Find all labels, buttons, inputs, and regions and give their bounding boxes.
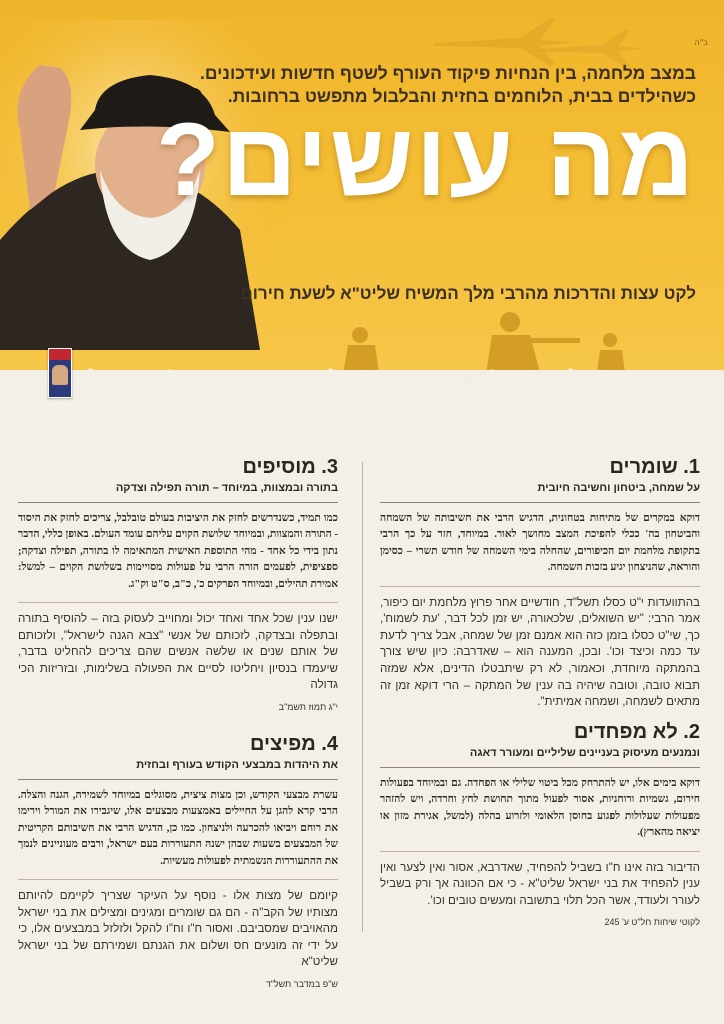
section-heading: 1. שומרים [609, 456, 700, 478]
section-paragraph: ישנו ענין שכל אחד ואחד יכול ומחוייב לעסוק בזה – להוסיף בתורה ובתפלה ובצדקה, לזכותם של אנשי "צבא הגנה לישראל", ולזכותם של אותם שנים או שלשה אנשים שהם צריכים להחליט בדבר, שיעמדו בנסיון ויחליטו לסיים את הפעולה בשלימות, ובזריזות הכי גדולה [18, 602, 338, 694]
section-paragraph: הדיבור בזה אינו ח"ו בשביל להפחיד, שאדרבא, אסור ואין לצער ואין ענין להפחיד את בני ישראל שליט"א - כי אם הכוונה אך ורק בשביל לעורר ולעודד, אשר הכל תלוי בתשובה ומעשים טובים וכו'. [380, 851, 700, 910]
section-subheading: את היהדות במבצעי הקודש בעורף ובחזית [18, 758, 338, 780]
section-source: לקוטי שיחות חל"ט ע' 245 [604, 917, 700, 928]
book-cover-thumbnail [48, 348, 72, 398]
section-2 [380, 720, 700, 927]
section-1 [380, 455, 700, 719]
section-bold-paragraph: דוקא בימים אלו, יש להתרחק מכל ביטוי שלילי או הפחדה. גם ובמיוחד בפעולות חירום, גשמיות ורוחניות, אסור לפעול מתוך תחושת לחץ וחרדה, ויש להזהר מפעולות שעלולות לפגוע בחוסן הלאומי ולזרוע בהלה (למשל, אגירת מזון או יציאה מהארץ). [380, 778, 700, 839]
column-divider [362, 462, 363, 932]
section-bold-paragraph: כמו תמיד, כשנדרשים לחזק את היציבות בעולם טובלבל, צריכים לחזק את היסוד - התורה והמצוות, ובמיוחד שלושת הקוים עליהם עומד העולם. באופן כללי, הדבר נתון בידי כל אחד - מהי התוספת האישית המתאימה לו בתורה, תפילה וצדקה; ספציפית, לפעמים הורה הרבי על פעולות מסויימות בשלושת הקוים – למשל: אמירת תהילים, ובמיוחד הפרקים כ', כ"ב, ס"ט וק"ג. [18, 513, 338, 590]
section-4 [18, 732, 338, 989]
header-banner [0, 0, 724, 370]
section-heading: 2. לא מפחדים [573, 721, 700, 743]
section-subheading: ונמנעים מעיסוק בעניינים שליליים ומעורר דאגה [380, 746, 700, 768]
section-bold-paragraph: דוקא במקרים של מתיחות בטחונית, הדגיש הרבי את חשיבותה של השמחה והביטחון בה' ככלי להפיכת המצב מחושך לאור. במיוחד, חזר על כך הרבי בתקופת מלחמת יום הכיפורים, שהחלה בימי השמחה של חודש תשרי – כסימן והוראה, שהניצחון יגיע בזכות השמחה. [380, 513, 700, 574]
torn-paper-edge [0, 338, 724, 398]
section-bold-paragraph: עשרת מבצעי הקודש, וכן מצות ציצית, מסוגלים במיוחד לשמירה, הגנה והצלה. הרבי קרא להגן על החיילים באמצעות מבצעים אלו, שיגבירו את המורל וירימו את רוחם ויביאו להכרעה ולניצחון. כמו כן, הדגיש הרבי את חשיבותם הקריטית של המבצעים בשעות שבהן ישנה התעוררות בעם ישראל, ורבים מעוניינים לנמך את ההתעוררות הנשמתית לפעולות מעשיות. [18, 790, 338, 867]
section-heading: 4. מפיצים [249, 733, 338, 755]
page-title: מה עושים? [156, 102, 696, 218]
section-subheading: על שמחה, ביטחון וחשיבה חיובית [380, 481, 700, 503]
section-source: ש"פ במדבר תשל"ד [265, 979, 338, 989]
section-source: י"ג תמוז תשמ"ב [278, 702, 338, 712]
intro-line: במצב מלחמה, בין הנחיות פיקוד העורף לשטף חדשות ועידכונים. [200, 63, 696, 83]
section-subheading: בתורה ובמצוות, במיוחד – תורה תפילה וצדקה [18, 481, 338, 503]
page-subtitle: לקט עצות והדרכות מהרבי מלך המשיח שליט"א לשעת חירום [240, 284, 696, 303]
section-3 [18, 455, 338, 712]
intro-line: כשהילדים בבית, הלוחמים בחזית והבלבול מתפשט ברחובות. [227, 86, 696, 106]
section-paragraph: בהתוועדות י"ט כסלו תשל"ד, חודשיים אחר פרוץ מלחמת יום כיפור, אמר הרבי: "יש השואלים, שלכאורה, יש זמן לכל דבר, 'עת לשמוח', כך, שי"ט כסלו בזמן כזה הוא אמנם זמן של שמחה, אבל צריך לדעת עד כמה וכיצד וכו'. ובכן, המענה הוא – שאדרבה: כיון שיש צורך בהמתקה מיוחדת, וכאמור, לא רק שיתבטלו הדינים, אלא שמזה תבוא טובה, וטובה שיהיה בה ענין של המתקה – הרי דוקא זמן זה מתאים לשמחה, ושמחה אמיתית". [380, 586, 700, 711]
section-heading: 3. מוסיפים [242, 456, 338, 478]
section-paragraph: קיומם של מצות אלו - נוסף על העיקר שצריך לקיימם להיותם מצותיו של הקב"ה - הם גם שומרים ומגינים ומצילים את בני ישראל מהאויבים שמסביבם. ואסור ח"ו וח"ו להקל ולזלזל במבצעים אלו, כי על ידי זה מונעים חס ושלום את הגנתם ושמירתם של בני ישראל שליט"א [18, 879, 338, 971]
bsd-mark: ב"ה [694, 38, 708, 47]
